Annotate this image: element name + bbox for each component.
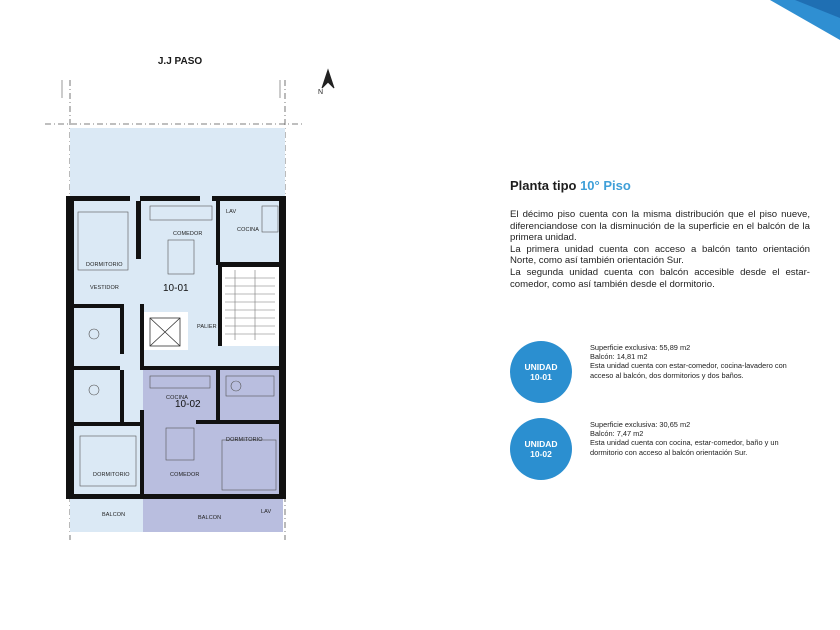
unit-code-10-02: 10-02 — [175, 399, 201, 410]
unit-details — [590, 343, 790, 380]
unit-description: Esta unidad cuenta con cocina, estar-comedor, baño y un dormitorio con acceso al balcón orientación Sur. — [590, 438, 779, 457]
description-paragraph: La primera unidad cuenta con acceso a balcón tanto orientación Norte, como así también orientación Sur. — [510, 243, 810, 267]
north-arrow — [322, 70, 334, 88]
description-section — [510, 178, 810, 290]
unit-description: Esta unidad cuenta con estar-comedor, cocina-lavadero con acceso al balcón, dos dormitorios y dos baños. — [590, 361, 787, 380]
unit-code-10-01: 10-01 — [163, 283, 189, 294]
room-label-vestidor: VESTIDOR — [90, 285, 119, 291]
room-label-cocina-a: COCINA — [237, 227, 259, 233]
room-label-cocina-b: COCINA — [166, 395, 188, 401]
room-label-comedor-b: COMEDOR — [170, 472, 200, 478]
unit-badge — [510, 341, 572, 403]
unit-badge-label: UNIDAD — [524, 439, 558, 449]
unit-details — [590, 420, 790, 457]
unit-badge — [510, 418, 572, 480]
heading-main: Planta tipo — [510, 178, 577, 193]
unit-balcony: Balcón: 14,81 m2 — [590, 352, 648, 362]
room-label-dormitorio-c: DORMITORIO — [93, 472, 130, 478]
description-paragraph: El décimo piso cuenta con la misma distribución que el piso nueve, diferenciandose con la disminución de la superficie en el balcón de la primera unidad. — [510, 209, 810, 244]
heading-accent: 10° Piso — [580, 178, 631, 193]
room-label-balcon-b: BALCON — [198, 515, 222, 521]
description-text — [510, 209, 810, 290]
unit-b-area — [143, 370, 283, 532]
section-heading — [510, 178, 810, 193]
room-label-dormitorio-a: DORMITORIO — [86, 262, 123, 268]
unit-card-10-02 — [510, 418, 810, 488]
room-label-palier: PALIER — [197, 324, 217, 330]
room-label-lav-b: LAV — [261, 509, 272, 515]
room-label-balcon-a: BALCON — [102, 512, 126, 518]
unit-surface: Superficie exclusiva: 30,65 m2 — [590, 420, 691, 429]
unit-badge-code: 10-02 — [530, 449, 552, 459]
unit-card-10-01 — [510, 341, 810, 411]
room-label-lav: LAV — [226, 209, 237, 215]
north-label: N — [318, 89, 324, 96]
room-label-comedor-a: COMEDOR — [173, 231, 203, 237]
description-paragraph: La segunda unidad cuenta con balcón accesible desde el estar-comedor, como así también desde el dormitorio. — [510, 266, 810, 290]
corner-accent — [710, 0, 840, 40]
street-name: J.J PASO — [157, 56, 203, 67]
unit-badge-label: UNIDAD — [524, 362, 558, 372]
unit-surface: Superficie exclusiva: 55,89 m2 — [590, 343, 691, 352]
room-label-dormitorio-b: DORMITORIO — [226, 437, 263, 443]
unit-balcony: Balcón: 7,47 m2 — [590, 429, 644, 439]
unit-badge-code: 10-01 — [530, 372, 552, 382]
